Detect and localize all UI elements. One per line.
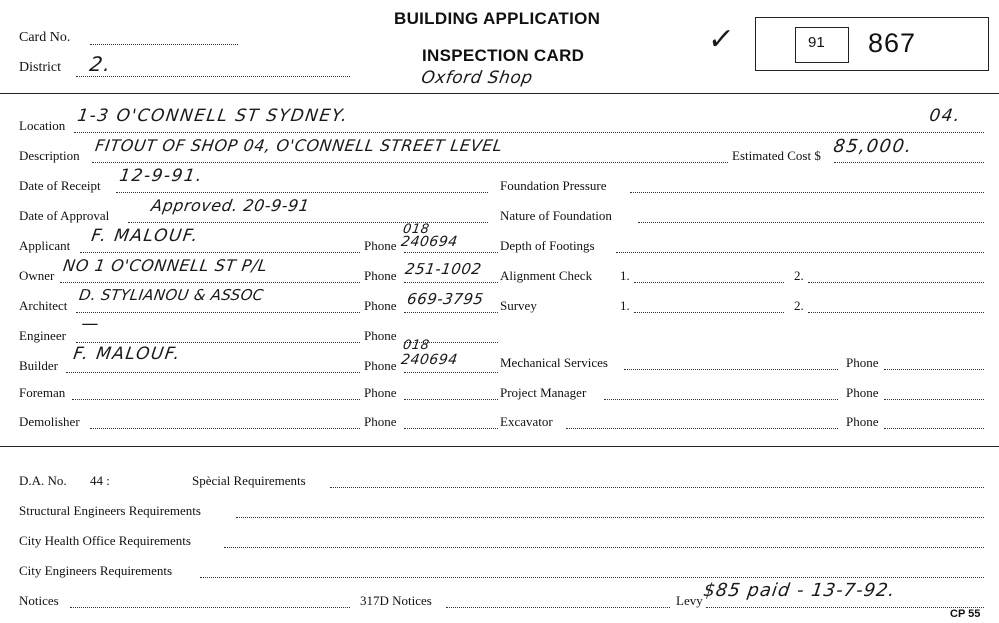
owner-phone-label: Phone <box>364 268 397 283</box>
card-number-prefix: 91 <box>808 34 825 51</box>
foreman-phone-line <box>404 399 498 400</box>
builder-phone-prefix: 018 <box>402 338 431 353</box>
date-receipt-line <box>116 192 488 193</box>
mechanical-phone-label: Phone <box>846 355 879 370</box>
estimated-cost-line <box>834 162 984 163</box>
alignment-item-2: 2. <box>794 268 804 283</box>
card-no-line <box>90 44 238 45</box>
excavator-phone-label: Phone <box>846 414 879 429</box>
card-number: 867 <box>868 28 917 58</box>
notices-label: Notices <box>19 593 59 608</box>
structural-requirements-line <box>236 517 984 518</box>
district-line <box>76 76 350 77</box>
health-requirements-label: City Health Office Requirements <box>19 533 191 548</box>
builder-value: F. MALOUF. <box>72 344 183 364</box>
mechanical-line <box>624 369 838 370</box>
applicant-value: F. MALOUF. <box>90 226 201 246</box>
description-label: Description <box>19 148 80 163</box>
levy-line <box>706 607 984 608</box>
project-manager-phone-label: Phone <box>846 385 879 400</box>
location-line <box>74 132 984 133</box>
description-value: FITOUT OF SHOP 04, O'CONNELL STREET LEVEL <box>94 136 504 155</box>
project-manager-phone-line <box>884 399 984 400</box>
owner-value: NO 1 O'CONNELL ST P/L <box>62 256 269 275</box>
date-approval-line <box>128 222 488 223</box>
builder-label: Builder <box>19 358 58 373</box>
owner-phone-line <box>404 282 498 283</box>
survey-item-2: 2. <box>794 298 804 313</box>
applicant-phone-label: Phone <box>364 238 397 253</box>
mechanical-phone-line <box>884 369 984 370</box>
date-approval-value: Approved. 20-9-91 <box>150 196 311 215</box>
builder-phone-line <box>404 372 498 373</box>
applicant-phone-value: 240694 <box>400 234 459 250</box>
notices-317d-line <box>446 607 670 608</box>
alignment-line-2 <box>808 282 984 283</box>
architect-phone-label: Phone <box>364 298 397 313</box>
header-divider <box>0 93 999 94</box>
district-label: District <box>19 60 61 75</box>
engineers-requirements-line <box>200 577 984 578</box>
demolisher-phone-line <box>404 428 498 429</box>
engineers-requirements-label: City Engineers Requirements <box>19 563 173 578</box>
date-approval-label: Date of Approval <box>19 208 110 223</box>
levy-value: $85 paid - 13-7-92. <box>702 580 897 601</box>
structural-requirements-label: Structural Engineers Requirements <box>19 503 201 518</box>
owner-label: Owner <box>19 268 55 283</box>
survey-item-1: 1. <box>620 298 630 313</box>
applicant-phone-prefix: 018 <box>402 222 431 237</box>
survey-label: Survey <box>500 298 537 313</box>
survey-line-2 <box>808 312 984 313</box>
applicant-phone-line <box>404 252 498 253</box>
excavator-line <box>566 428 838 429</box>
estimated-cost-label: Estimated Cost $ <box>732 148 821 163</box>
architect-value: D. STYLIANOU & ASSOC <box>78 286 265 304</box>
da-no-label: D.A. No. <box>19 473 67 488</box>
owner-line <box>60 282 360 283</box>
form-code: CP 55 <box>950 608 981 620</box>
architect-phone-value: 669-3795 <box>406 290 485 308</box>
foreman-label: Foreman <box>19 385 66 400</box>
alignment-check-label: Alignment Check <box>500 268 593 283</box>
demolisher-line <box>90 428 360 429</box>
special-requirements-line <box>330 487 984 488</box>
page-title: BUILDING APPLICATION <box>394 9 601 28</box>
demolisher-label: Demolisher <box>19 414 80 429</box>
location-suffix: 04. <box>928 106 963 126</box>
depth-footings-label: Depth of Footings <box>500 238 595 253</box>
architect-phone-line <box>404 312 498 313</box>
depth-footings-line <box>616 252 984 253</box>
builder-phone-value: 240694 <box>400 352 459 368</box>
notices-line <box>70 607 350 608</box>
description-line <box>92 162 728 163</box>
mechanical-label: Mechanical Services <box>500 355 608 370</box>
foreman-phone-label: Phone <box>364 385 397 400</box>
section-divider <box>0 446 999 447</box>
district-value: 2. <box>88 52 114 76</box>
applicant-label: Applicant <box>19 238 71 253</box>
page-subtitle: INSPECTION CARD <box>422 46 585 65</box>
foundation-pressure-line <box>630 192 984 193</box>
levy-label: Levy <box>676 593 703 608</box>
date-receipt-value: 12-9-91. <box>118 166 205 186</box>
handwritten-subtitle: Oxford Shop <box>420 68 535 88</box>
health-requirements-line <box>224 547 984 548</box>
date-receipt-label: Date of Receipt <box>19 178 101 193</box>
foreman-line <box>72 399 360 400</box>
location-label: Location <box>19 118 66 133</box>
nature-foundation-line <box>638 222 984 223</box>
project-manager-line <box>604 399 838 400</box>
engineer-value: — <box>80 314 102 334</box>
tick-mark: ✓ <box>706 22 738 57</box>
builder-line <box>66 372 360 373</box>
special-requirements-label: Spècial Requirements <box>192 473 306 488</box>
engineer-label: Engineer <box>19 328 66 343</box>
demolisher-phone-label: Phone <box>364 414 397 429</box>
excavator-label: Excavator <box>500 414 553 429</box>
engineer-line <box>76 342 360 343</box>
applicant-line <box>80 252 360 253</box>
owner-phone-value: 251-1002 <box>404 260 483 278</box>
card-no-label: Card No. <box>19 30 71 45</box>
architect-line <box>76 312 360 313</box>
architect-label: Architect <box>19 298 68 313</box>
location-value: 1-3 O'CONNELL ST SYDNEY. <box>76 106 350 126</box>
estimated-cost-value: 85,000. <box>832 136 915 157</box>
project-manager-label: Project Manager <box>500 385 587 400</box>
da-no-value: 44 : <box>90 473 110 488</box>
engineer-phone-label: Phone <box>364 328 397 343</box>
foundation-pressure-label: Foundation Pressure <box>500 178 607 193</box>
survey-line-1 <box>634 312 784 313</box>
alignment-item-1: 1. <box>620 268 630 283</box>
excavator-phone-line <box>884 428 984 429</box>
builder-phone-label: Phone <box>364 358 397 373</box>
nature-foundation-label: Nature of Foundation <box>500 208 612 223</box>
alignment-line-1 <box>634 282 784 283</box>
notices-317d-label: 317D Notices <box>360 593 432 608</box>
